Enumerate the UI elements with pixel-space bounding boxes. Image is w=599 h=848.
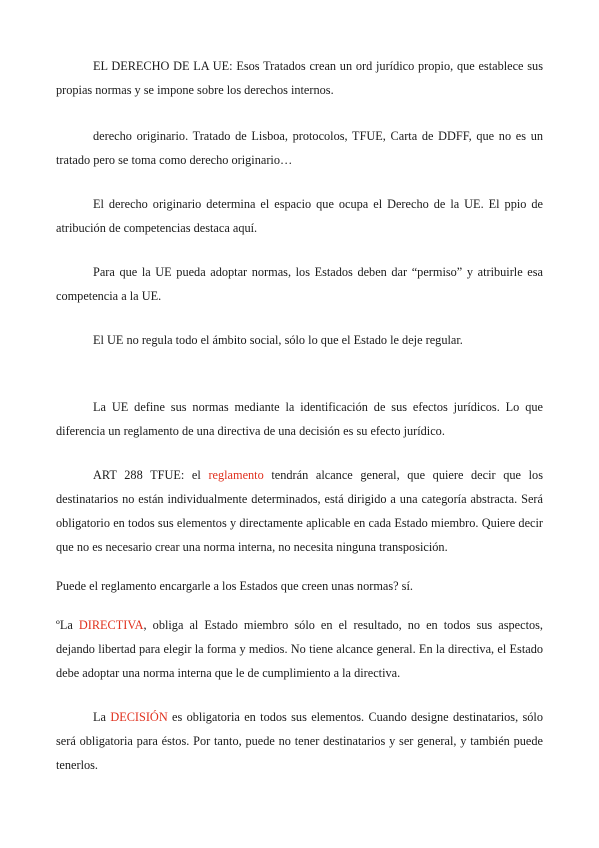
paragraph-derecho-originario: derecho originario. Tratado de Lisboa, protocolos, TFUE, Carta de DDFF, que no es un tratado pero se toma como derecho originario… [56,129,543,167]
decision-text-after: es obligatoria en todos sus elementos. Cuando designe destinatarios, sólo será obligatoria para éstos. Por tanto, puede no tener destinatarios y ser general, y también puede tenerlos. [56,710,544,772]
paragraph-decision [56,705,543,777]
directiva-text-after: , obliga al Estado miembro sólo en el resultado, no en todos sus aspectos, dejando libertad para elegir la forma y medios. No tiene alcance general. En la directiva, el Estado debe adoptar una norma interna que le de cumplimiento a la directiva. [56,618,543,680]
paragraph-art-288 [56,463,543,559]
highlight-directiva: DIRECTIVA [78,618,144,632]
paragraph-directiva [56,613,543,685]
paragraph-derecho-ue: EL DERECHO DE LA UE: Esos Tratados crean un ord jurídico propio, que establece sus propias normas y se impone sobre los derechos internos. [56,59,543,97]
paragraph-ambito-social: El UE no regula todo el ámbito social, sólo lo que el Estado le deje regular. [93,333,463,347]
paragraph-permiso-estados: Para que la UE pueda adoptar normas, los Estados deben dar “permiso” y atribuirle esa competencia a la UE. [56,265,543,303]
paragraph-pregunta-reglamento: Puede el reglamento encargarle a los Estados que creen unas normas? sí. [56,579,413,593]
highlight-decision: DECISIÓN [110,710,168,724]
art288-text-after: tendrán alcance general, que quiere decir que los destinatarios no están individualmente determinados, está dirigido a una categoría abstracta. Será obligatorio en todos sus elementos y directamente aplicable en cada Estado miembro. Quiere decir que no es necesario crear una norma interna, no necesita ninguna transposición. [56,468,543,554]
paragraph-efectos-juridicos: La UE define sus normas mediante la identificación de sus efectos jurídicos. Lo que diferencia un reglamento de una directiva de una decisión es su efecto jurídico. [56,400,543,438]
paragraph-espacio-derecho: El derecho originario determina el espacio que ocupa el Derecho de la UE. El ppio de atribución de competencias destaca aquí. [56,197,543,235]
art288-text-before: ART 288 TFUE: el [93,468,209,482]
decision-text-before: La [93,710,111,724]
directiva-text-before: ºLa [56,618,79,632]
highlight-reglamento: reglamento [208,468,264,482]
